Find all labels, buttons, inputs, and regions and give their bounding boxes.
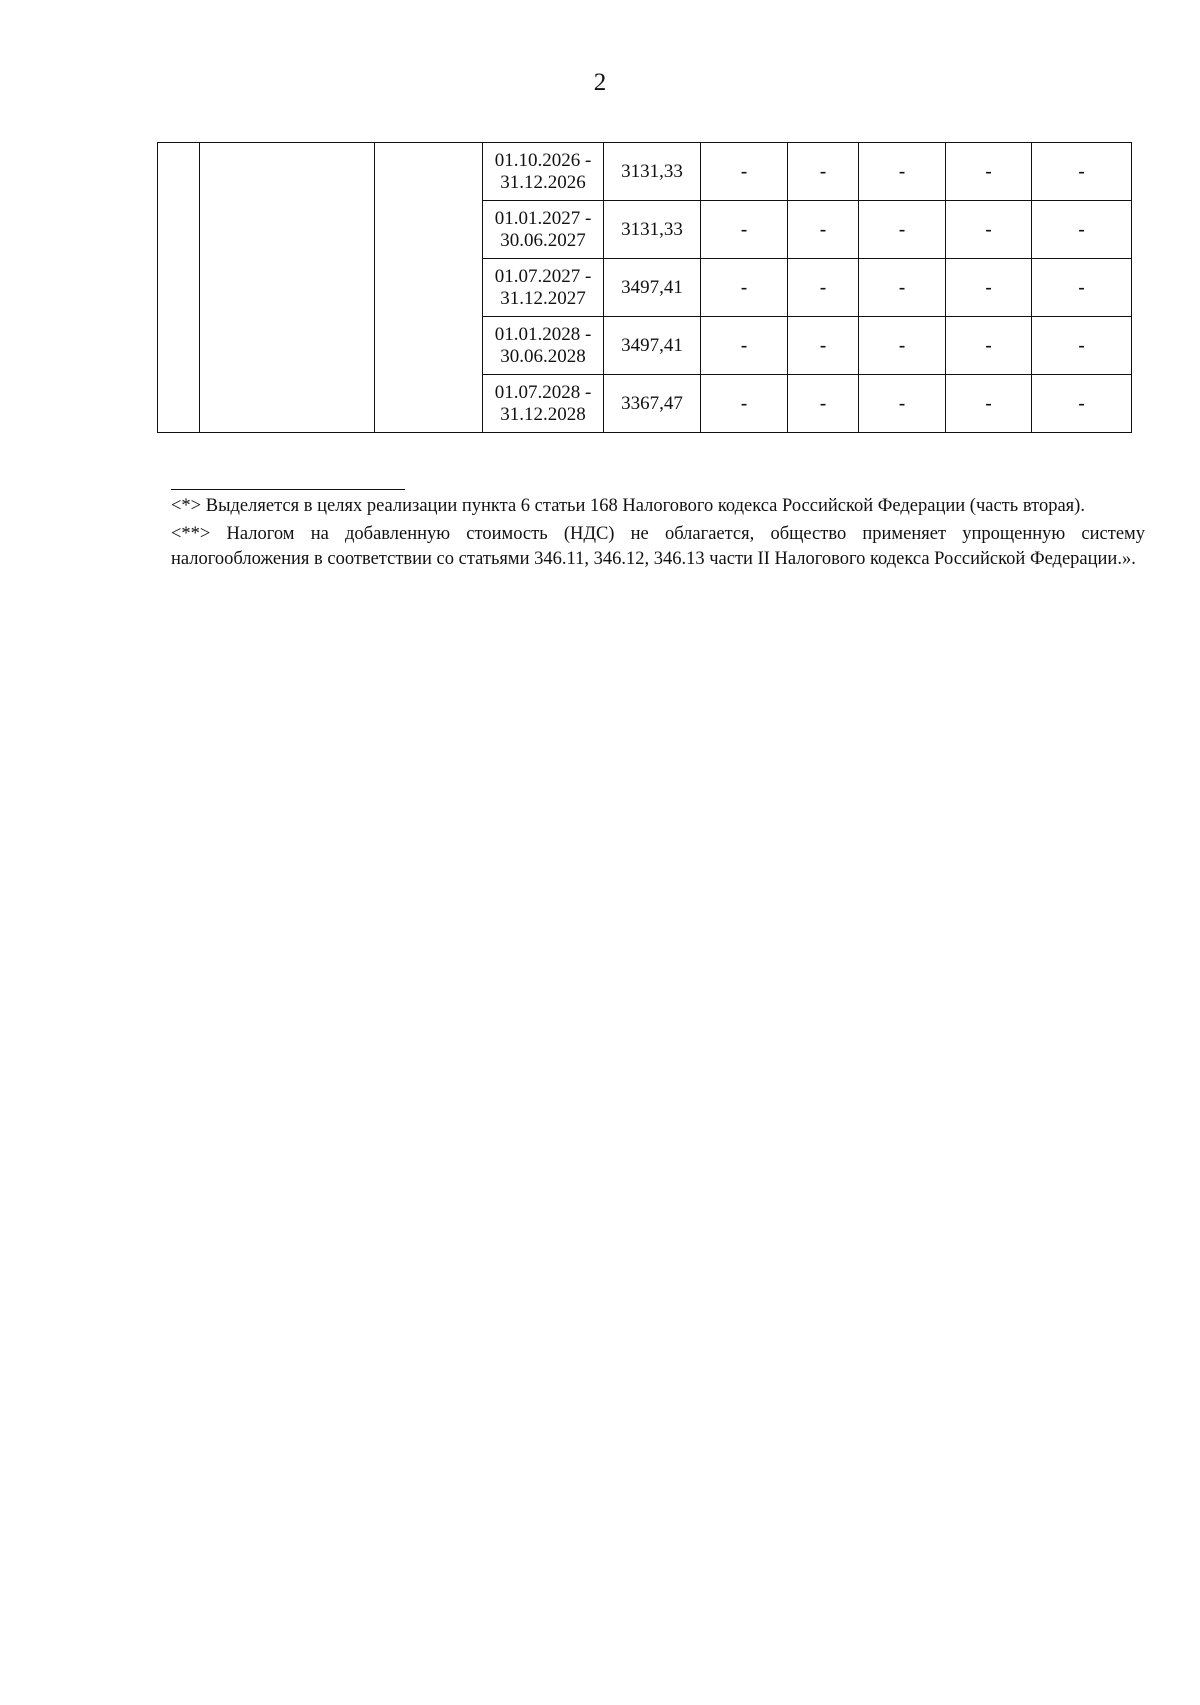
period-cell: 01.07.2027 - 31.12.2027 [483,259,604,317]
dash-cell: - [788,375,859,433]
dash-cell: - [1032,317,1132,375]
value-cell: 3367,47 [604,375,701,433]
footnote-vat-allocation: <*> Выделяется в целях реализации пункта 6 статьи 168 Налогового кодекса Российской Федерации (часть вторая). [171,496,1085,516]
period-cell: 01.01.2028 - 30.06.2028 [483,317,604,375]
value-cell: 3131,33 [604,201,701,259]
dash-cell: - [946,143,1032,201]
dash-cell: - [701,143,788,201]
period-cell: 01.07.2028 - 31.12.2028 [483,375,604,433]
dash-cell: - [701,201,788,259]
dash-cell: - [859,259,946,317]
tariff-table [157,142,1132,433]
value-cell: 3131,33 [604,143,701,201]
footnote-vat-exempt: <**> Налогом на добавленную стоимость (НДС) не облагается, общество применяет упрощенную систему налогообложения в соответствии со статьями 346.11, 346.12, 346.13 части II Налогового кодекса Российской Федерации.». [171,524,1145,569]
dash-cell: - [1032,143,1132,201]
dash-cell: - [946,201,1032,259]
merged-cell-2 [200,143,375,433]
dash-cell: - [788,201,859,259]
value-cell: 3497,41 [604,317,701,375]
period-cell: 01.01.2027 - 30.06.2027 [483,201,604,259]
dash-cell: - [859,317,946,375]
page-number: 2 [593,69,607,96]
dash-cell: - [1032,259,1132,317]
dash-cell: - [701,259,788,317]
footnote-separator [171,489,405,490]
dash-cell: - [859,143,946,201]
merged-cell-1 [158,143,200,433]
table-row [158,143,1132,201]
dash-cell: - [946,317,1032,375]
dash-cell: - [1032,375,1132,433]
dash-cell: - [946,375,1032,433]
dash-cell: - [701,375,788,433]
period-cell: 01.10.2026 - 31.12.2026 [483,143,604,201]
dash-cell: - [859,375,946,433]
footnotes [171,494,1145,575]
dash-cell: - [1032,201,1132,259]
value-cell: 3497,41 [604,259,701,317]
dash-cell: - [788,143,859,201]
dash-cell: - [788,317,859,375]
dash-cell: - [946,259,1032,317]
merged-cell-3 [375,143,483,433]
dash-cell: - [701,317,788,375]
dash-cell: - [788,259,859,317]
dash-cell: - [859,201,946,259]
